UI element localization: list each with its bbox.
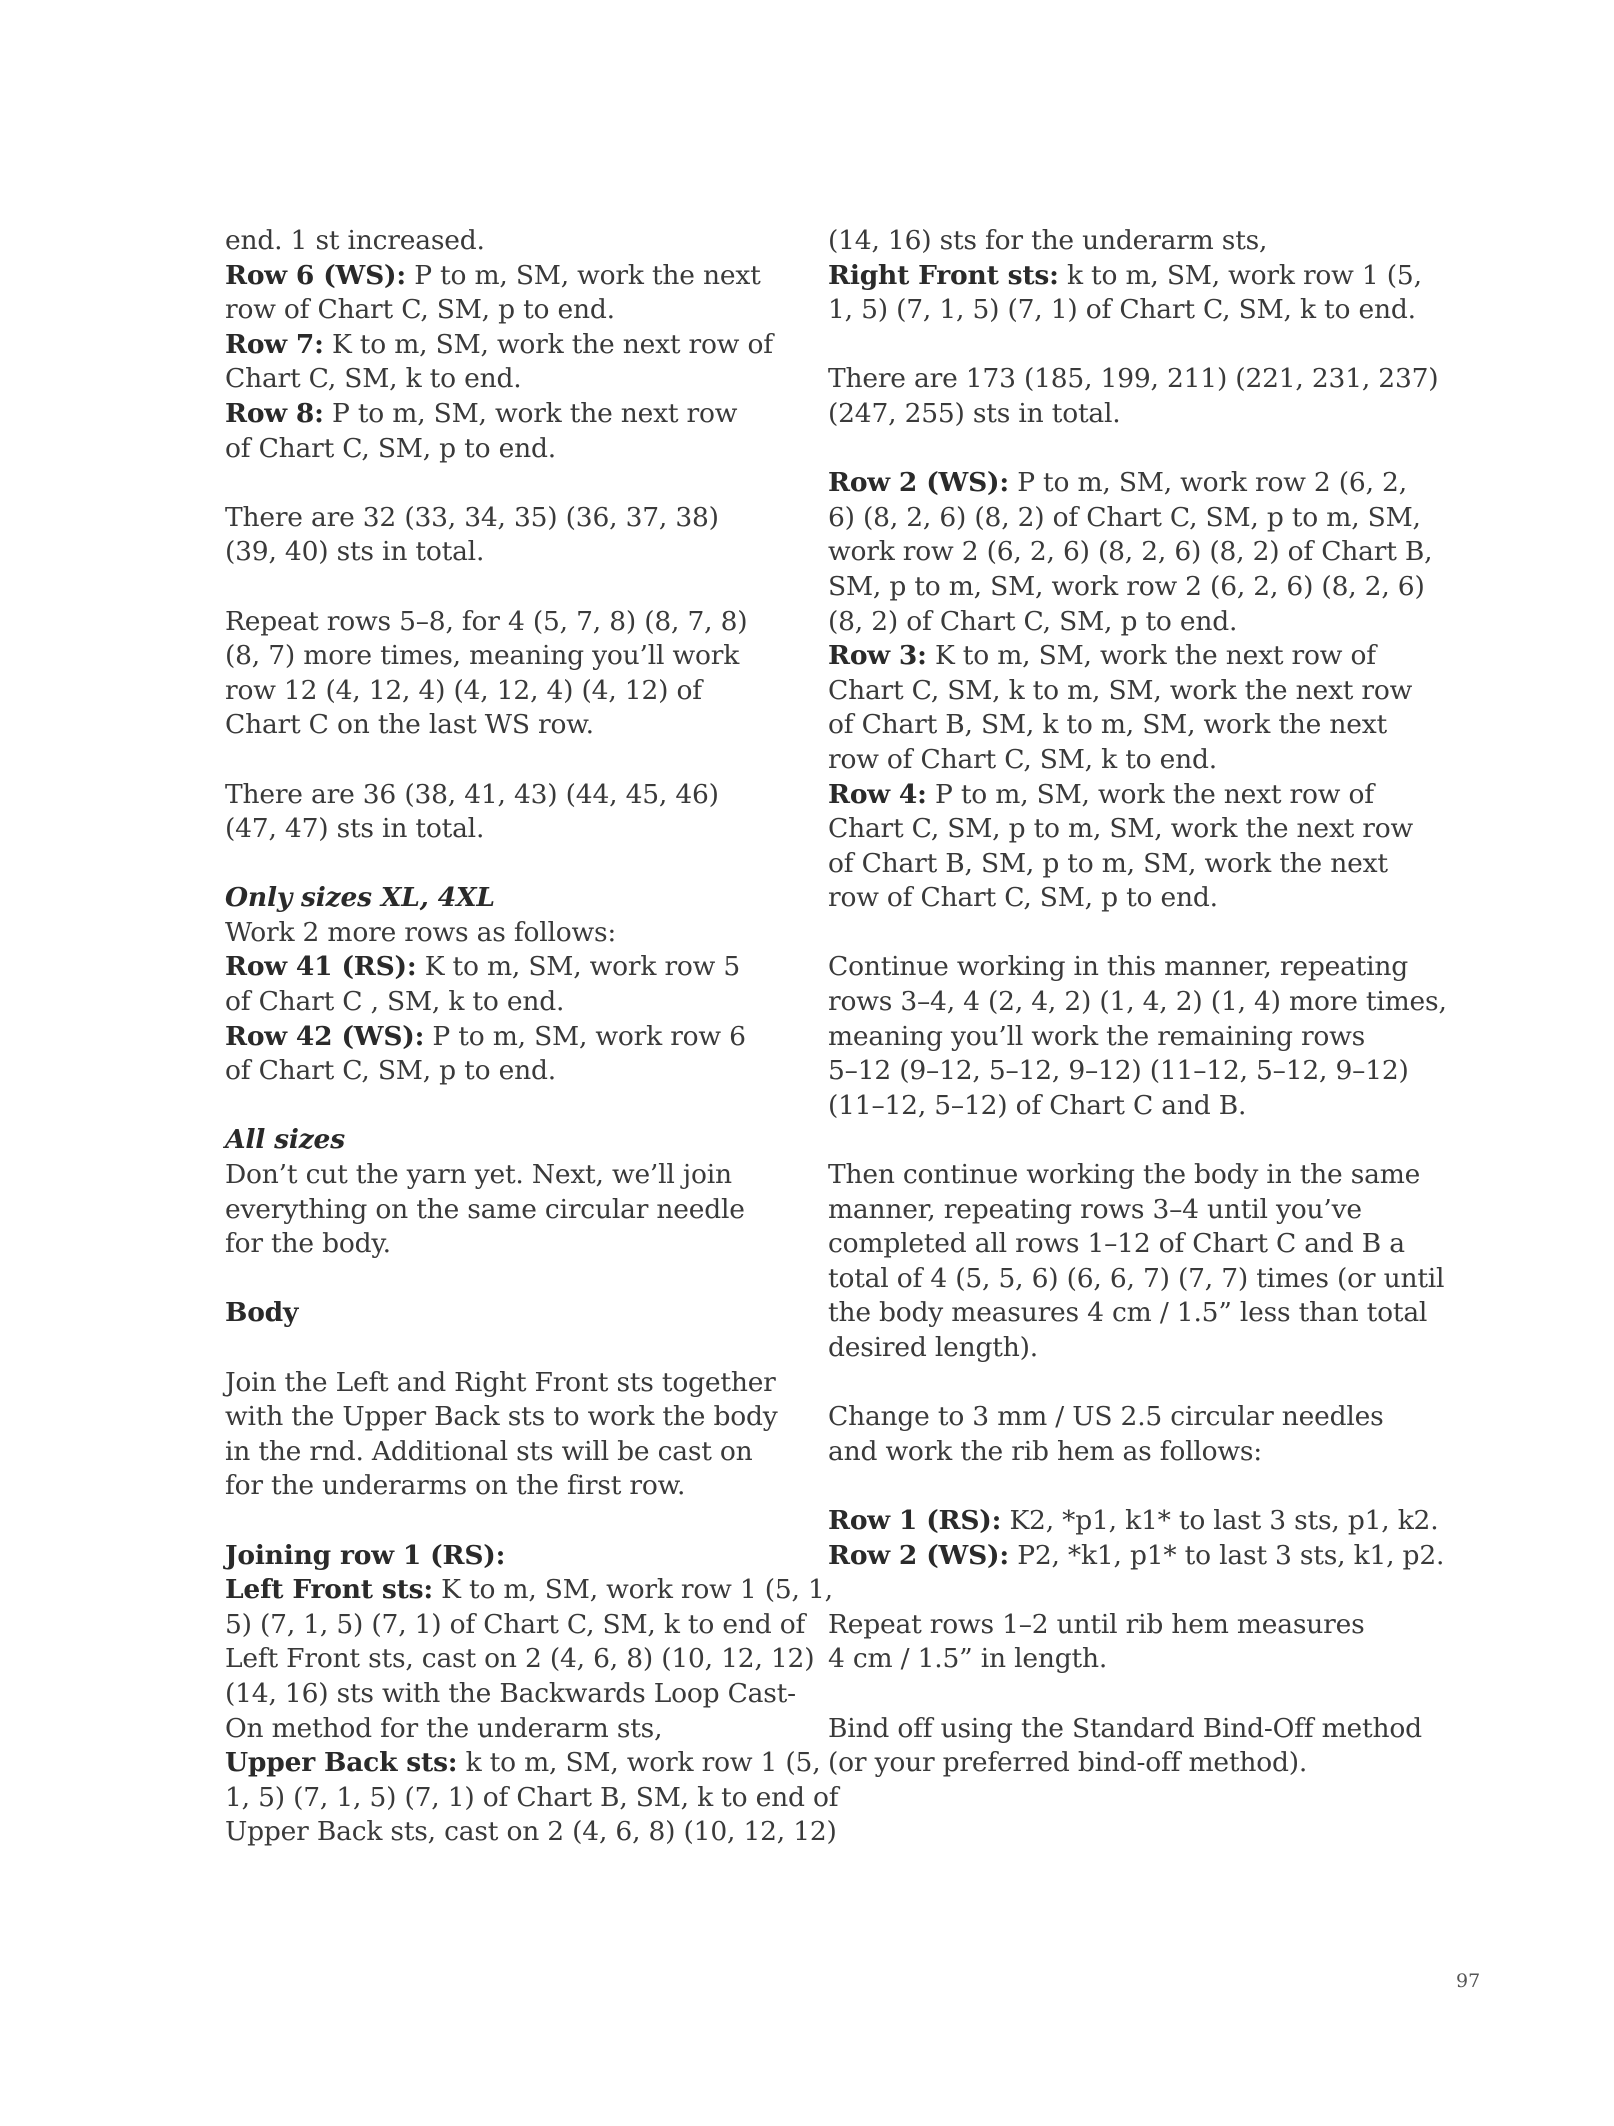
line-text: meaning you’ll work the remaining rows: [828, 1020, 1366, 1052]
blank-line: [828, 916, 1388, 951]
text-line: [828, 950, 1409, 985]
text-line: [828, 1642, 1388, 1677]
line-text: There are 32 (33, 34, 35) (36, 37, 38): [225, 501, 719, 533]
blank-line: [828, 1677, 1388, 1712]
line-text: K to m, SM, work row 1 (5, 1,: [432, 1574, 833, 1606]
text-line: [828, 1539, 1445, 1574]
text-line: [828, 1227, 1405, 1262]
text-line: [828, 1331, 1388, 1366]
line-text: Work 2 more rows as follows:: [225, 916, 617, 948]
text-line: [225, 916, 765, 951]
text-line: [828, 847, 1388, 882]
line-text: row 12 (4, 12, 4) (4, 12, 4) (4, 12) of: [225, 674, 702, 706]
row-label: Row 8:: [225, 397, 324, 429]
text-line: [225, 674, 765, 709]
row-label: Row 6 (WS):: [225, 259, 406, 291]
line-text: (14, 16) sts for the underarm sts,: [828, 225, 1268, 256]
text-line: [828, 708, 1388, 743]
blank-line: [225, 570, 765, 605]
line-text: P to m, SM, work the next row: [323, 397, 738, 429]
text-line: [828, 605, 1388, 640]
blank-line: [828, 328, 1388, 363]
line-text: row of Chart C, SM, p to end.: [225, 294, 615, 326]
line-text: Upper Back sts, cast on 2 (4, 6, 8) (10, 12, 12): [225, 1816, 837, 1848]
line-text: everything on the same circular needle: [225, 1193, 745, 1225]
text-line: [225, 1608, 806, 1643]
left-column: [225, 224, 839, 1850]
text-line: [828, 985, 1447, 1020]
line-text: of Chart B, SM, p to m, SM, work the next: [828, 847, 1388, 879]
row-label: Row 2 (WS):: [828, 467, 1009, 499]
line-text: 4 cm / 1.5” in length.: [828, 1643, 1108, 1675]
line-text: Chart C, SM, k to end.: [225, 363, 522, 395]
row-label: Joining row 1 (RS):: [225, 1539, 506, 1571]
text-line: [225, 950, 765, 985]
text-line: [828, 743, 1388, 778]
text-line: [225, 639, 765, 674]
line-text: There are 173 (185, 199, 211) (221, 231, 237): [828, 363, 1439, 395]
text-line: [828, 293, 1416, 328]
text-line: [828, 1158, 1421, 1193]
text-line: [225, 1020, 765, 1055]
line-text: K2, *p1, k1* to last 3 sts, p1, k2.: [1001, 1504, 1439, 1536]
text-line: [828, 674, 1413, 709]
right-column: [828, 224, 1447, 1781]
text-line: [828, 812, 1414, 847]
line-text: work row 2 (6, 2, 6) (8, 2, 6) (8, 2) of Chart B,: [828, 536, 1433, 568]
text-line: [828, 778, 1388, 813]
text-line: [225, 328, 773, 363]
text-line: [828, 1400, 1388, 1435]
line-text: Left Front sts, cast on 2 (4, 6, 8) (10, 12, 12): [225, 1643, 815, 1675]
text-line: [828, 466, 1407, 501]
line-text: of Chart B, SM, k to m, SM, work the next: [828, 709, 1387, 741]
line-text: total of 4 (5, 5, 6) (6, 6, 7) (7, 7) times (or until: [828, 1262, 1445, 1294]
line-text: of Chart C , SM, k to end.: [225, 986, 565, 1018]
blank-line: [828, 1366, 1388, 1401]
text-line: [225, 1296, 765, 1331]
row-label: Right Front sts:: [828, 259, 1059, 291]
text-line: [828, 1193, 1388, 1228]
row-label: Row 2 (WS):: [828, 1539, 1009, 1571]
line-text: row of Chart C, SM, p to end.: [828, 882, 1218, 914]
line-text: manner, repeating rows 3–4 until you’ve: [828, 1193, 1362, 1225]
line-text: 6) (8, 2, 6) (8, 2) of Chart C, SM, p to m, SM,: [828, 501, 1421, 533]
line-text: 1, 5) (7, 1, 5) (7, 1) of Chart B, SM, k to end of: [225, 1781, 839, 1813]
blank-line: [225, 466, 765, 501]
text-line: [225, 881, 765, 916]
line-text: (39, 40) sts in total.: [225, 536, 485, 568]
line-text: Then continue working the body in the same: [828, 1159, 1421, 1191]
line-text: (or your preferred bind-off method).: [828, 1747, 1308, 1779]
subheading: Only sizes XL, 4XL: [225, 882, 495, 914]
line-text: end. 1 st increased.: [225, 225, 485, 256]
line-text: (8, 2) of Chart C, SM, p to end.: [828, 605, 1238, 637]
text-line: [828, 570, 1425, 605]
line-text: P2, *k1, p1* to last 3 sts, k1, p2.: [1008, 1539, 1445, 1571]
line-text: desired length).: [828, 1332, 1038, 1363]
line-text: for the body.: [225, 1228, 391, 1260]
line-text: P to m, SM, work the next: [405, 259, 761, 291]
line-text: the body measures 4 cm / 1.5” less than total: [828, 1297, 1428, 1329]
text-line: [225, 1781, 839, 1816]
line-text: There are 36 (38, 41, 43) (44, 45, 46): [225, 778, 719, 810]
line-text: (247, 255) sts in total.: [828, 397, 1121, 429]
line-text: P to m, SM, work row 2 (6, 2,: [1008, 467, 1407, 499]
page-number: 97: [1456, 1970, 1481, 1992]
text-line: [828, 1435, 1388, 1470]
text-line: [828, 1020, 1388, 1055]
line-text: Change to 3 mm / US 2.5 circular needles: [828, 1401, 1384, 1433]
text-line: [225, 1435, 765, 1470]
text-line: [225, 1054, 765, 1089]
text-line: [225, 1366, 776, 1401]
text-line: [225, 1123, 765, 1158]
line-text: completed all rows 1–12 of Chart C and B a: [828, 1228, 1405, 1260]
line-text: of Chart C, SM, p to end.: [225, 432, 556, 464]
line-text: Chart C, SM, k to m, SM, work the next row: [828, 674, 1413, 706]
line-text: (11–12, 5–12) of Chart C and B.: [828, 1089, 1247, 1121]
line-text: and work the rib hem as follows:: [828, 1435, 1262, 1467]
line-text: k to m, SM, work row 1 (5,: [1058, 259, 1422, 291]
row-label: Row 4:: [828, 778, 927, 810]
text-line: [225, 1539, 765, 1574]
text-line: [225, 1158, 765, 1193]
text-line: [225, 985, 765, 1020]
row-label: Row 3:: [828, 640, 927, 672]
line-text: 5) (7, 1, 5) (7, 1) of Chart C, SM, k to end of: [225, 1608, 806, 1640]
text-line: [225, 1227, 765, 1262]
line-text: Continue working in this manner, repeating: [828, 951, 1409, 983]
line-text: K to m, SM, work the next row of: [323, 328, 773, 360]
line-text: K to m, SM, work row 5: [416, 951, 741, 983]
text-line: [225, 708, 765, 743]
blank-line: [225, 743, 765, 778]
text-line: [225, 1642, 815, 1677]
blank-line: [225, 1504, 765, 1539]
text-line: [828, 1089, 1388, 1124]
line-text: On method for the underarm sts,: [225, 1712, 663, 1744]
line-text: rows 3–4, 4 (2, 4, 2) (1, 4, 2) (1, 4) more times,: [828, 986, 1447, 1018]
text-line: [225, 1193, 765, 1228]
line-text: Bind off using the Standard Bind-Off method: [828, 1712, 1422, 1744]
row-label: Row 42 (WS):: [225, 1020, 425, 1052]
blank-line: [828, 1469, 1388, 1504]
text-line: [828, 501, 1421, 536]
line-text: 5–12 (9–12, 5–12, 9–12) (11–12, 5–12, 9–12): [828, 1055, 1409, 1087]
row-label: Row 41 (RS):: [225, 951, 417, 983]
line-text: 1, 5) (7, 1, 5) (7, 1) of Chart C, SM, k to end.: [828, 294, 1416, 326]
text-line: [828, 224, 1388, 259]
text-line: [828, 1712, 1422, 1747]
text-line: [225, 259, 765, 294]
line-text: (47, 47) sts in total.: [225, 813, 485, 845]
line-text: for the underarms on the first row.: [225, 1470, 686, 1502]
text-line: [225, 1400, 778, 1435]
text-line: [828, 1054, 1409, 1089]
line-text: Join the Left and Right Front sts together: [225, 1366, 776, 1398]
line-text: Don’t cut the yarn yet. Next, we’ll join: [225, 1159, 732, 1191]
text-line: [225, 293, 765, 328]
blank-line: [225, 1331, 765, 1366]
row-label: Left Front sts:: [225, 1574, 433, 1606]
blank-line: [828, 1573, 1388, 1608]
text-line: [225, 812, 765, 847]
text-line: [828, 1746, 1388, 1781]
text-line: [828, 1262, 1445, 1297]
blank-line: [225, 1262, 765, 1297]
line-text: Chart C on the last WS row.: [225, 709, 594, 741]
text-line: [225, 397, 765, 432]
line-text: row of Chart C, SM, k to end.: [828, 743, 1217, 775]
line-text: Repeat rows 5–8, for 4 (5, 7, 8) (8, 7, 8): [225, 605, 748, 637]
blank-line: [828, 1123, 1388, 1158]
text-line: [225, 1746, 821, 1781]
text-line: [225, 1677, 796, 1712]
blank-line: [225, 1089, 765, 1124]
text-line: [225, 1573, 833, 1608]
line-text: K to m, SM, work the next row of: [926, 640, 1376, 672]
row-label: Row 1 (RS):: [828, 1504, 1002, 1536]
row-label: Upper Back sts:: [225, 1747, 458, 1779]
line-text: SM, p to m, SM, work row 2 (6, 2, 6) (8, 2, 6): [828, 570, 1425, 602]
text-line: [225, 362, 765, 397]
text-line: [828, 397, 1388, 432]
blank-line: [828, 432, 1388, 467]
text-line: [225, 605, 765, 640]
text-line: [828, 1296, 1428, 1331]
blank-line: [225, 847, 765, 882]
text-line: [828, 1504, 1439, 1539]
text-line: [225, 1712, 765, 1747]
text-line: [828, 881, 1388, 916]
line-text: Repeat rows 1–2 until rib hem measures: [828, 1608, 1365, 1640]
line-text: of Chart C, SM, p to end.: [225, 1055, 556, 1087]
row-label: Row 7:: [225, 328, 324, 360]
line-text: (14, 16) sts with the Backwards Loop Cast-: [225, 1677, 796, 1709]
line-text: with the Upper Back sts to work the body: [225, 1401, 778, 1433]
text-line: [225, 778, 765, 813]
text-line: [225, 224, 765, 259]
text-line: [225, 535, 765, 570]
line-text: P to m, SM, work the next row of: [926, 778, 1374, 810]
text-line: [225, 432, 765, 467]
subheading: All sizes: [225, 1124, 345, 1156]
text-line: [225, 1469, 765, 1504]
line-text: in the rnd. Additional sts will be cast on: [225, 1435, 753, 1467]
text-line: [225, 501, 765, 536]
text-line: [828, 259, 1422, 294]
row-label: Body: [225, 1297, 299, 1329]
text-line: [828, 1608, 1388, 1643]
line-text: Chart C, SM, p to m, SM, work the next row: [828, 813, 1414, 845]
text-line: [828, 362, 1439, 397]
line-text: k to m, SM, work row 1 (5,: [457, 1747, 821, 1779]
text-line: [225, 1815, 837, 1850]
text-line: [828, 639, 1388, 674]
line-text: P to m, SM, work row 6: [424, 1020, 746, 1052]
line-text: (8, 7) more times, meaning you’ll work: [225, 640, 740, 672]
text-line: [828, 535, 1433, 570]
